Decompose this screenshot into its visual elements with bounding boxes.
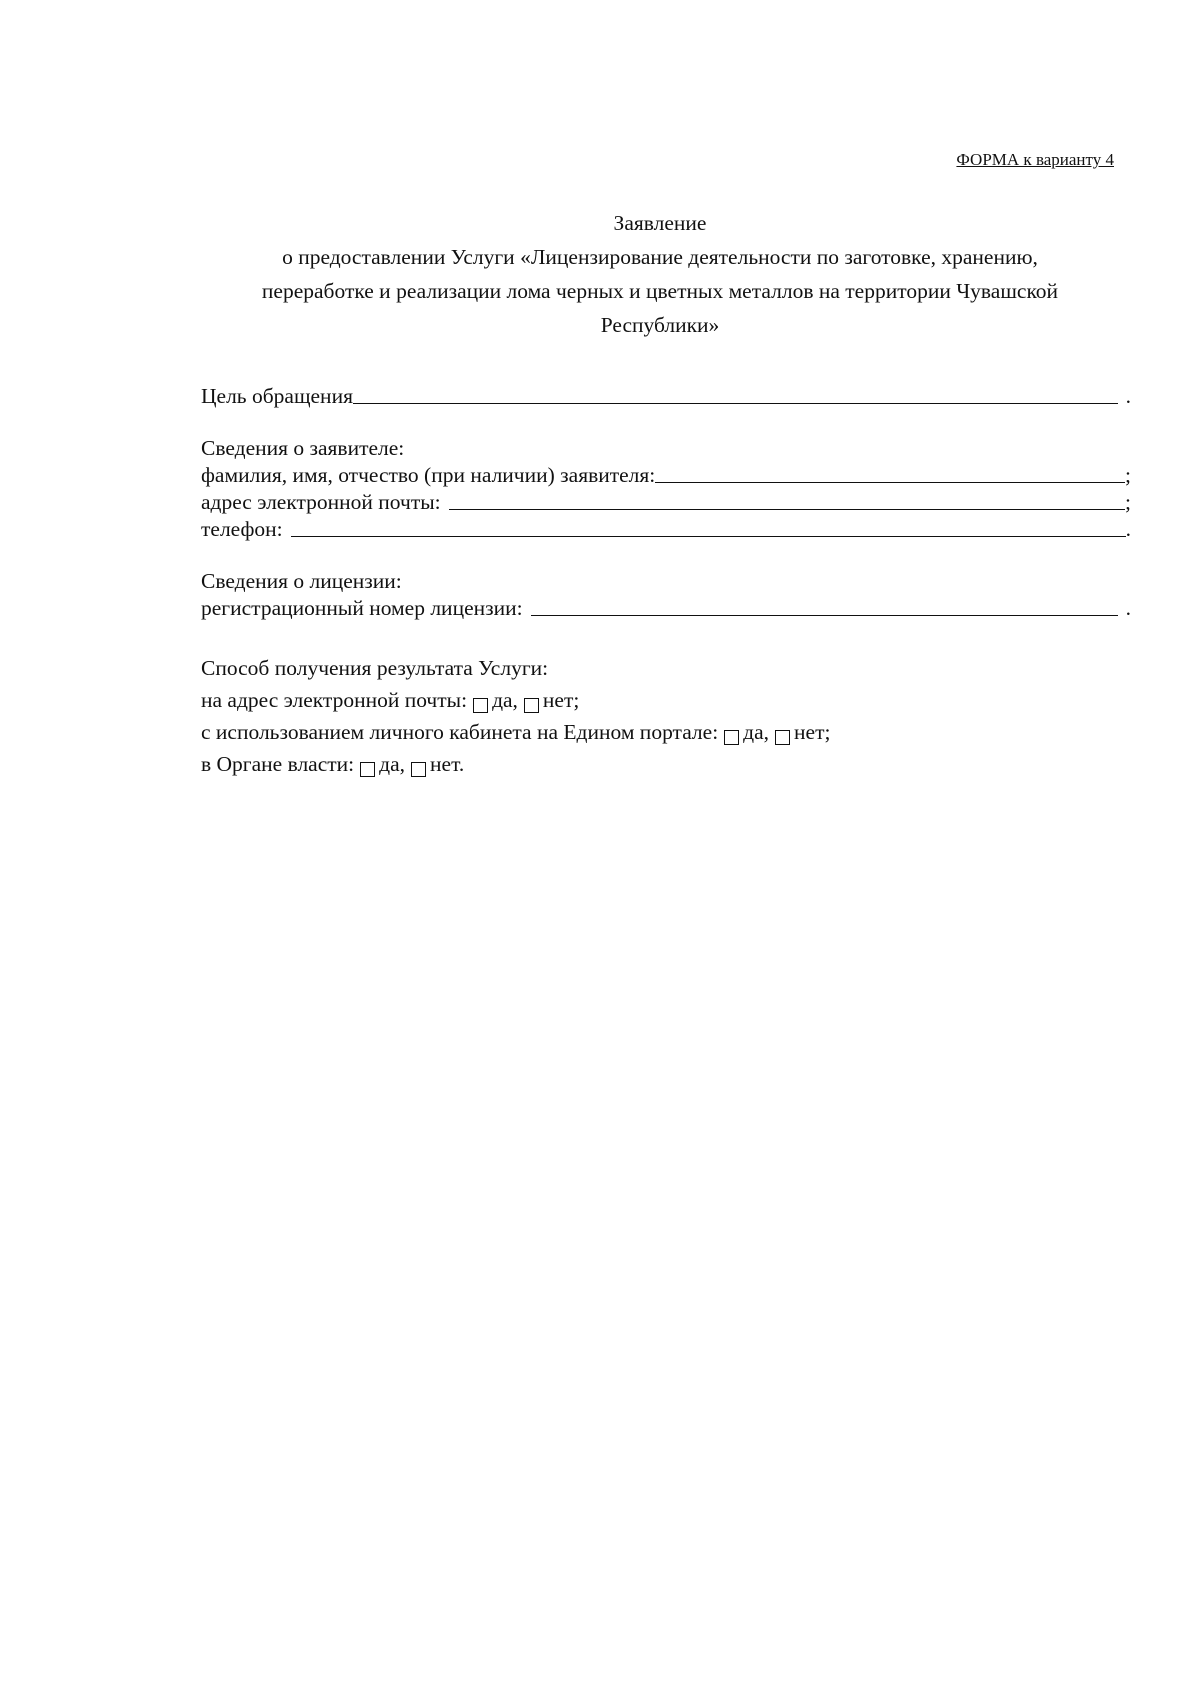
form-reference: ФОРМА к варианту 4 bbox=[956, 150, 1114, 169]
delivery-email-yes-checkbox[interactable] bbox=[473, 698, 488, 713]
license-number-tail: . bbox=[1125, 596, 1131, 620]
license-heading: Сведения о лицензии: bbox=[201, 569, 402, 593]
license-number-field[interactable] bbox=[531, 595, 1118, 616]
applicant-email-field[interactable] bbox=[449, 489, 1125, 510]
applicant-email-label: адрес электронной почты: bbox=[201, 490, 441, 514]
document-title bbox=[188, 206, 1132, 342]
delivery-cabinet-yes-label: да, bbox=[743, 720, 770, 744]
applicant-fio-tail: ; bbox=[1125, 463, 1131, 487]
title-line-2: о предоставлении Услуги «Лицензирование деятельности по заготовке, хранению, bbox=[282, 245, 1038, 269]
purpose-row bbox=[201, 382, 1131, 409]
license-number-label: регистрационный номер лицензии: bbox=[201, 596, 523, 620]
delivery-cabinet-yes-checkbox[interactable] bbox=[724, 730, 739, 745]
applicant-fio-field[interactable] bbox=[655, 462, 1125, 483]
applicant-email-tail: ; bbox=[1125, 490, 1131, 514]
title-line-1: Заявление bbox=[613, 211, 707, 235]
delivery-cabinet-no-label: нет; bbox=[794, 720, 831, 744]
delivery-email-no-checkbox[interactable] bbox=[524, 698, 539, 713]
applicant-phone-row bbox=[201, 515, 1131, 542]
delivery-email-yes-label: да, bbox=[492, 688, 518, 712]
delivery-heading: Способ получения результата Услуги: bbox=[201, 656, 549, 680]
applicant-phone-tail: . bbox=[1125, 517, 1131, 541]
delivery-email-label: на адрес электронной почты: bbox=[201, 688, 468, 712]
applicant-email-row bbox=[201, 488, 1131, 515]
delivery-cabinet-label: с использованием личного кабинета на Едином портале: bbox=[201, 720, 719, 744]
title-line-4: Республики» bbox=[600, 313, 720, 337]
form-body bbox=[201, 382, 1131, 777]
applicant-fio-label: фамилия, имя, отчество (при наличии) заявителя: bbox=[201, 463, 656, 487]
delivery-authority-yes-checkbox[interactable] bbox=[360, 762, 375, 777]
applicant-phone-field[interactable] bbox=[291, 516, 1126, 537]
delivery-authority-no-label: нет. bbox=[430, 752, 465, 776]
delivery-email-no-label: нет; bbox=[542, 688, 580, 712]
delivery-authority-no-checkbox[interactable] bbox=[411, 762, 426, 777]
purpose-label: Цель обращения bbox=[201, 384, 353, 408]
purpose-field[interactable] bbox=[353, 383, 1118, 404]
applicant-phone-label: телефон: bbox=[201, 517, 283, 541]
delivery-authority-row bbox=[201, 745, 1131, 777]
license-number-row bbox=[201, 594, 1131, 621]
purpose-tail: . bbox=[1125, 384, 1131, 408]
delivery-authority-yes-label: да, bbox=[379, 752, 406, 776]
delivery-authority-label: в Органе власти: bbox=[201, 752, 355, 776]
delivery-email-row bbox=[201, 681, 1131, 713]
applicant-fio-row bbox=[201, 461, 1131, 488]
delivery-cabinet-row bbox=[201, 713, 1131, 745]
delivery-cabinet-no-checkbox[interactable] bbox=[775, 730, 790, 745]
applicant-heading: Сведения о заявителе: bbox=[201, 436, 405, 460]
title-line-3: переработке и реализации лома черных и цветных металлов на территории Чувашской bbox=[261, 279, 1059, 303]
